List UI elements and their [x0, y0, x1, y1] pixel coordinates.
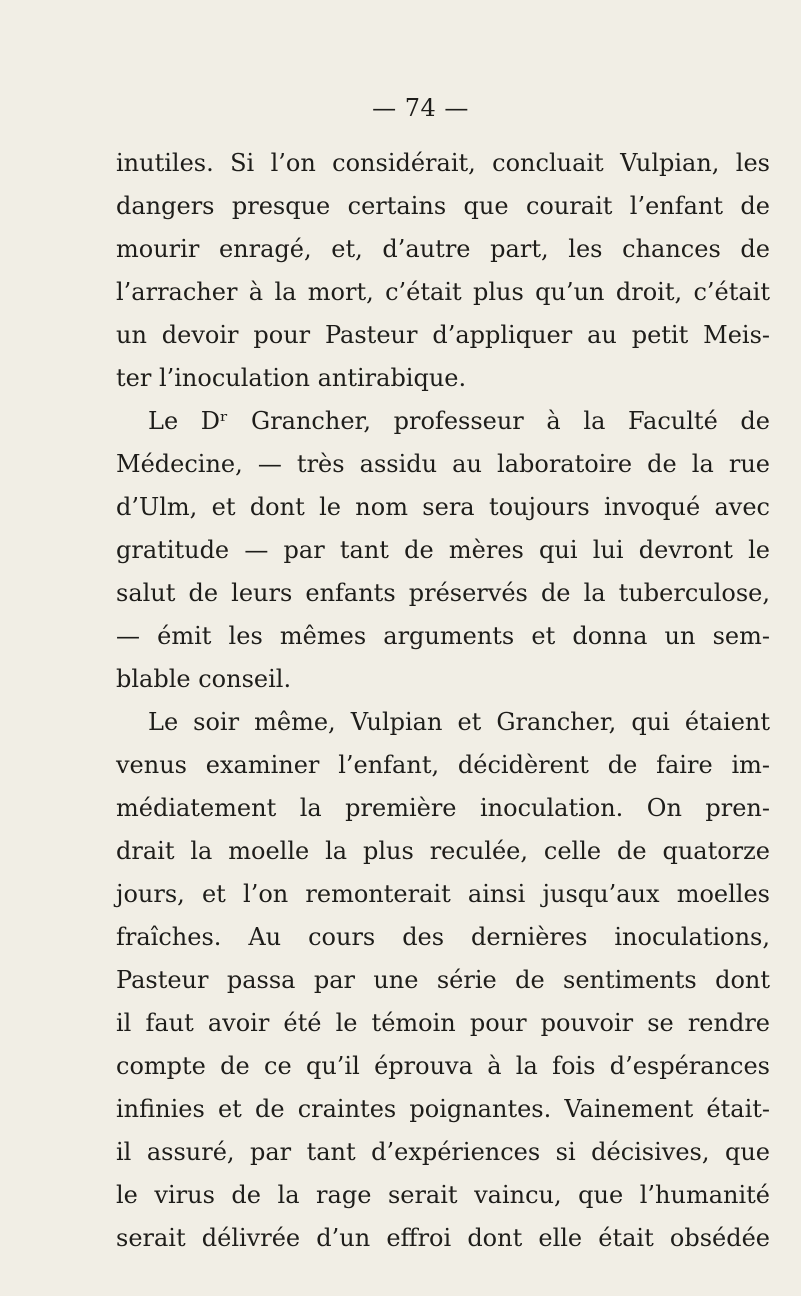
text-line: il faut avoir été le témoin pour pouvoir se rendre	[116, 1009, 770, 1037]
text-line: Le Dʳ Grancher, professeur à la Faculté de	[148, 407, 770, 435]
text-line: serait délivrée d’un effroi dont elle était obsédée	[116, 1224, 770, 1252]
text-line: — émit les mêmes arguments et donna un sem-	[116, 622, 770, 650]
text-line: le virus de la rage serait vaincu, que l’humanité	[116, 1181, 770, 1209]
text-line: compte de ce qu’il éprouva à la fois d’espérances	[116, 1052, 770, 1080]
text-line: jours, et l’on remonterait ainsi jusqu’aux moelles	[116, 880, 770, 908]
text-line: mourir enragé, et, d’autre part, les chances de	[116, 235, 770, 263]
paragraph-2	[116, 400, 770, 701]
paragraph-3	[116, 701, 770, 1260]
text-line: il assuré, par tant d’expériences si décisives, que	[116, 1138, 770, 1166]
text-line: inutiles. Si l’on considérait, concluait Vulpian, les	[116, 149, 770, 177]
text-line: infinies et de craintes poignantes. Vainement était-	[116, 1095, 770, 1123]
body-text	[116, 142, 770, 1260]
text-line: médiatement la première inoculation. On pren-	[116, 794, 770, 822]
text-line: blable conseil.	[116, 665, 292, 693]
text-line: Pasteur passa par une série de sentiments dont	[116, 966, 770, 994]
text-line: Le soir même, Vulpian et Grancher, qui étaient	[148, 708, 770, 736]
text-line: venus examiner l’enfant, décidèrent de faire im-	[116, 751, 770, 779]
text-line: d’Ulm, et dont le nom sera toujours invoqué avec	[116, 493, 770, 521]
page-number: — 74 —	[372, 94, 469, 122]
text-line: l’arracher à la mort, c’était plus qu’un droit, c’était	[116, 278, 770, 306]
text-line: dangers presque certains que courait l’enfant de	[116, 192, 770, 220]
text-line: salut de leurs enfants préservés de la tuberculose,	[116, 579, 770, 607]
text-line: un devoir pour Pasteur d’appliquer au petit Meis-	[116, 321, 770, 349]
text-line: drait la moelle la plus reculée, celle de quatorze	[116, 837, 770, 865]
text-line: fraîches. Au cours des dernières inoculations,	[116, 923, 770, 951]
paragraph-1	[116, 142, 770, 400]
text-line: Médecine, — très assidu au laboratoire de la rue	[116, 450, 770, 478]
text-line: ter l’inoculation antirabique.	[116, 364, 467, 392]
text-line: gratitude — par tant de mères qui lui devront le	[116, 536, 770, 564]
